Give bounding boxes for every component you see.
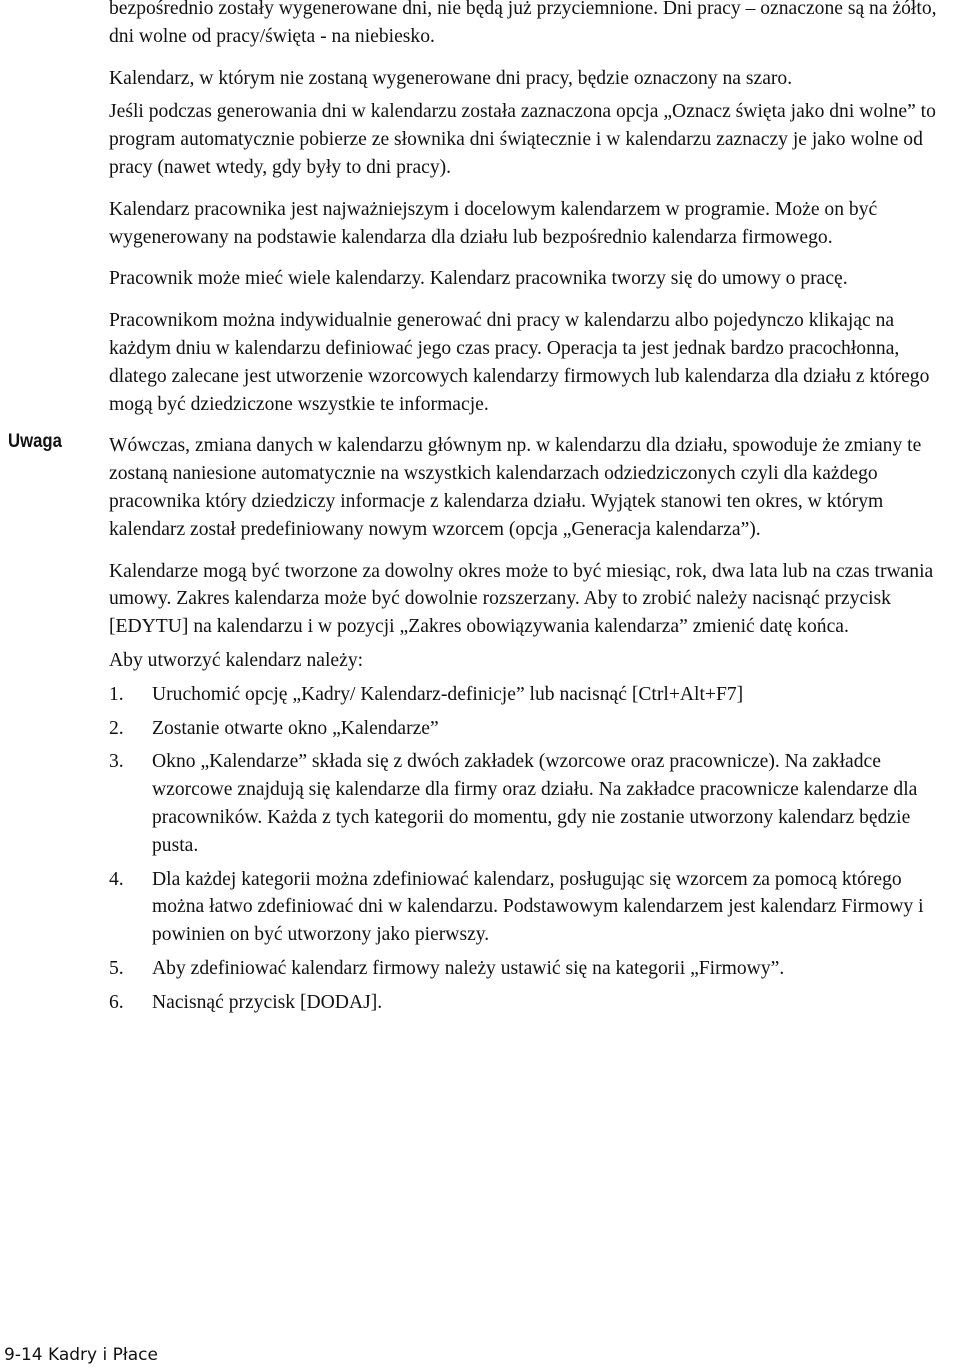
step-number: 3.	[109, 751, 124, 773]
document-body	[109, 0, 955, 1023]
list-item	[109, 748, 955, 859]
paragraph-multiple-calendars: Pracownik może mieć wiele kalendarzy. Kalendarz pracownika tworzy się do umowy o pracę.	[109, 268, 848, 290]
step-text: Zostanie otwarte okno „Kalendarze”	[152, 717, 439, 739]
list-item	[109, 989, 955, 1017]
step-text: Uruchomić opcję „Kadry/ Kalendarz-definicje” lub nacisnąć [Ctrl+Alt+F7]	[152, 683, 744, 705]
step-number: 5.	[109, 957, 124, 979]
list-item	[109, 715, 955, 743]
step-number: 6.	[109, 991, 124, 1013]
step-number: 4.	[109, 868, 124, 890]
list-item	[109, 681, 955, 709]
paragraph-employee-calendar: Kalendarz pracownika jest najważniejszym i docelowym kalendarzem w programie. Może on być wygenerowany na podstawie kalendarza dla działu lub bezpośrednio kalendarza firmowego.	[109, 198, 878, 248]
page-footer: 9-14 Kadry i Płace	[4, 1345, 158, 1365]
list-item	[109, 866, 955, 949]
step-number: 1.	[109, 683, 124, 705]
steps-list	[109, 681, 955, 1017]
list-item	[109, 955, 955, 983]
note-label: Uwaga	[8, 431, 62, 452]
step-text: Nacisnąć przycisk [DODAJ].	[152, 991, 383, 1013]
step-text: Aby zdefiniować kalendarz firmowy należy ustawić się na kategorii „Firmowy”.	[152, 957, 785, 979]
note-paragraph-range: Kalendarze mogą być tworzone za dowolny okres może to być miesiąc, rok, dwa lata lub na czas trwania umowy. Zakres kalendarza może być dowolnie rozszerzany. Aby to zrobić należy nacisnąć przycisk [EDYTU] na kalendarzu i w pozycji „Zakres obowiązywania kalendarza” zmienić datę końca.	[109, 560, 934, 638]
step-text: Okno „Kalendarze” składa się z dwóch zakładek (wzorcowe oraz pracownicze). Na zakładce wzorcowe znajdują się kalendarze dla firmy oraz działu. Na zakładce pracownicze kalendarze dla pracowników. Każda z tych kategorii do momentu, gdy nie zostanie utworzony kalendarz będzie pusta.	[152, 751, 918, 856]
paragraph-grey-calendar: Kalendarz, w którym nie zostaną wygenerowane dni pracy, będzie oznaczony na szaro.	[109, 67, 793, 89]
step-number: 2.	[109, 717, 124, 739]
note-paragraph-how-to: Aby utworzyć kalendarz należy:	[109, 649, 364, 671]
note-paragraph-inheritance: Wówczas, zmiana danych w kalendarzu głównym np. w kalendarzu dla działu, spowoduje że zmiany te zostaną naniesione automatycznie na wszystkich kalendarzach odziedziczonych czyli dla każdego pracownika który dziedziczy informacje z kalendarza działu. Wyjątek stanowi ten okres, w którym kalendarz został predefiniowany nowym wzorcem (opcja „Generacja kalendarza”).	[109, 435, 922, 540]
paragraph-holidays-option: Jeśli podczas generowania dni w kalendarzu została zaznaczona opcja „Oznacz święta jako dni wolne” to program automatycznie pobierze ze słownika dni świątecznie i w kalendarzu zaznaczy je jako wolne od pracy (nawet wtedy, gdy były to dni pracy).	[109, 101, 936, 178]
paragraph-day-colors: bezpośrednio zostały wygenerowane dni, nie będą już przyciemnione. Dni pracy – oznaczone są na żółto, dni wolne od pracy/święta - na niebiesko.	[109, 0, 937, 47]
note-paragraph-individual: Pracownikom można indywidualnie generować dni pracy w kalendarzu albo pojedynczo klikając na każdym dniu w kalendarzu definiować jego czas pracy. Operacja ta jest jednak bardzo pracochłonna, dlatego zalecane jest utworzenie wzorcowych kalendarzy firmowych lub kalendarza dla działu z którego mogą być dziedziczone wszystkie te informacje.	[109, 310, 930, 415]
step-text: Dla każdej kategorii można zdefiniować kalendarz, posługując się wzorcem za pomocą którego można łatwo zdefiniować dni w kalendarzu. Podstawowym kalendarzem jest kalendarz Firmowy i powinien on być utworzony jako pierwszy.	[152, 868, 924, 946]
